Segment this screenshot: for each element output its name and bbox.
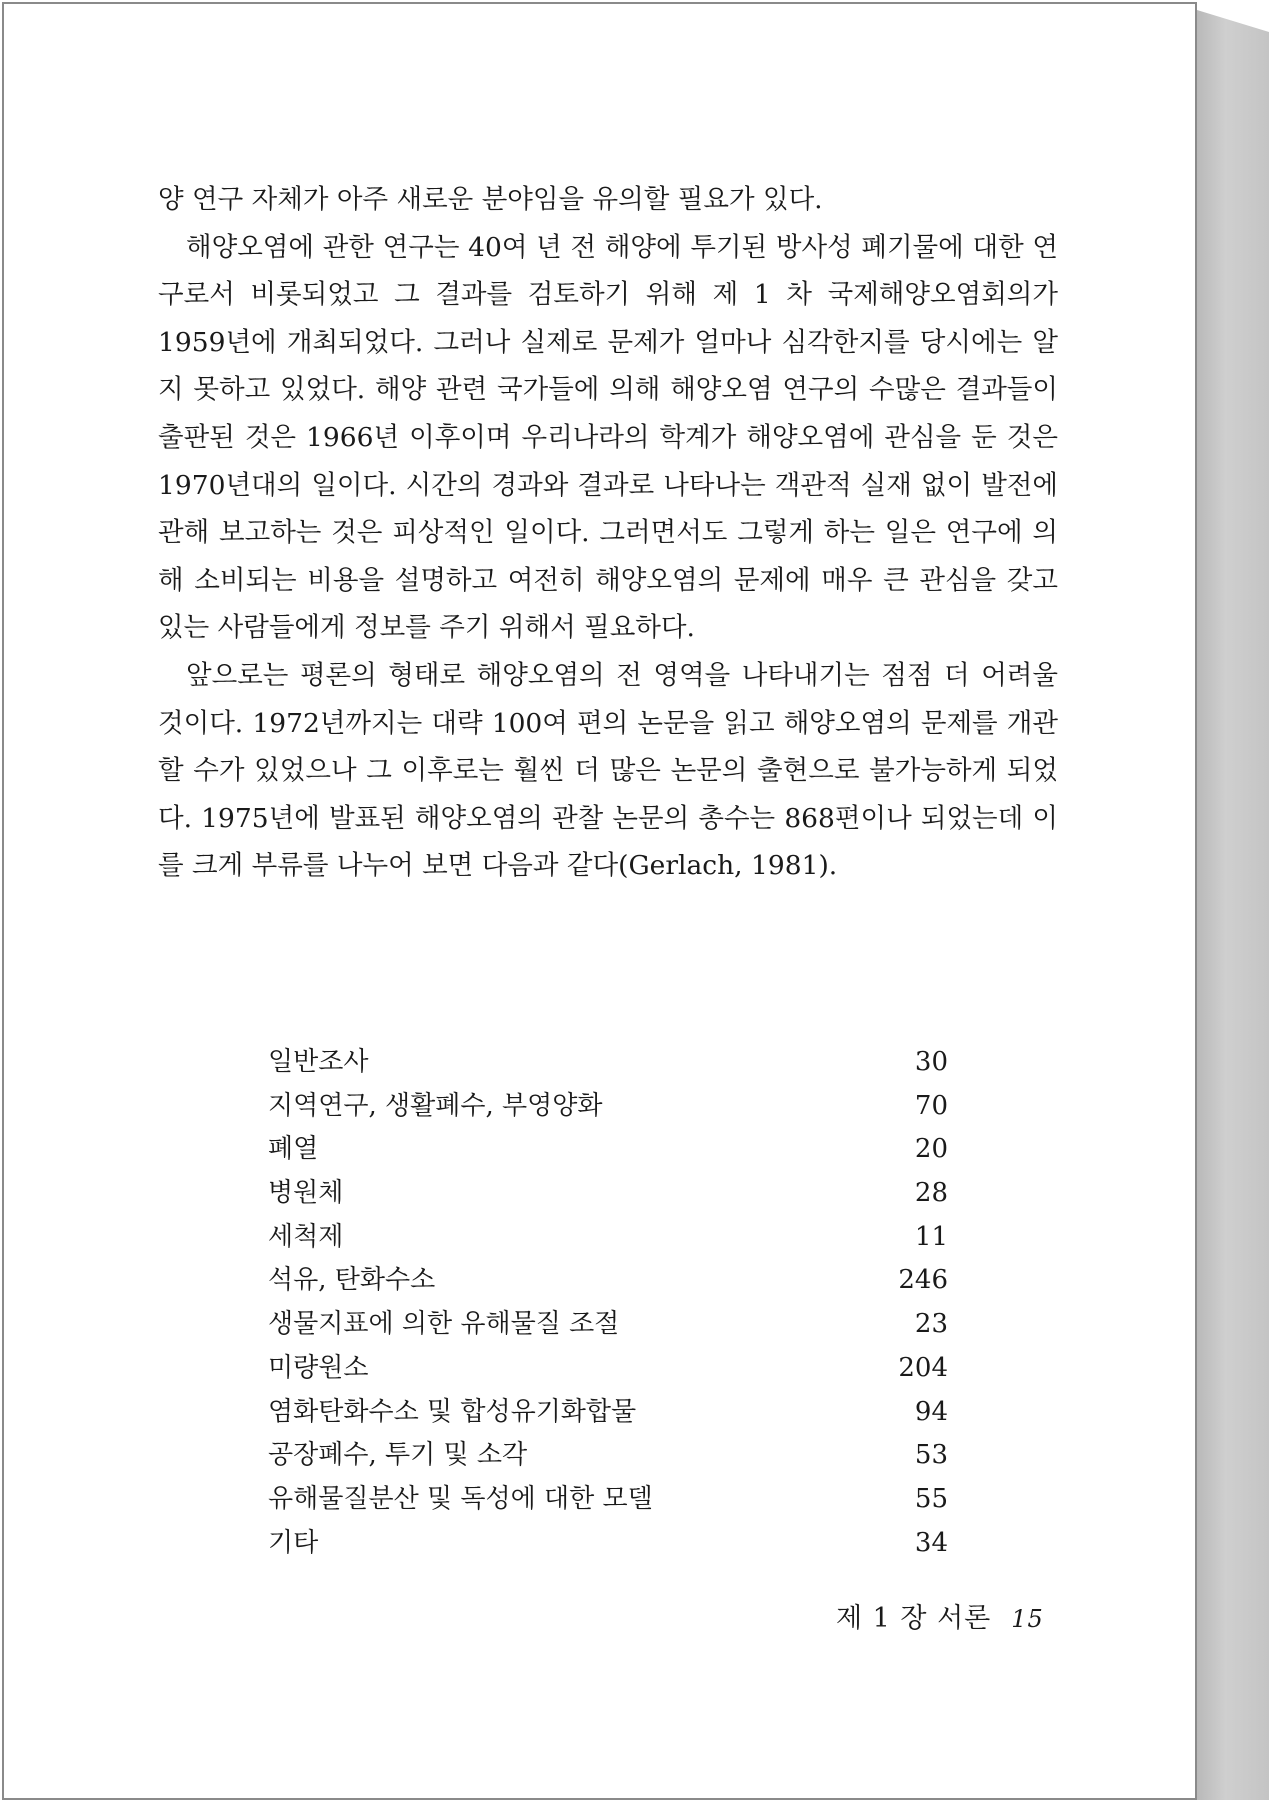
row-label: 석유, 탄화수소 <box>268 1265 436 1296</box>
page-footer <box>836 1596 1044 1635</box>
row-label: 유해물질분산 및 독성에 대한 모델 <box>268 1483 653 1514</box>
row-value: 30 <box>914 1047 948 1077</box>
paragraph-2: 해양오염에 관한 연구는 40여 년 전 해양에 투기된 방사성 폐기물에 대한 연구로서 비롯되었고 그 결과를 검토하기 위해 제 1 차 국제해양오염회의가 1959년에 개최되었다. 그러나 실제로 문제가 얼마나 심각한지를 당시에는 알지 못하고 있었다. 해양 관련 국가들에 의해 해양오염 연구의 수많은 결과들이 출판된 것은 1966년 이후이며 우리나라의 학계가 해양오염에 관심을 둔 것은 1970년대의 일이다. 시간의 경과와 결과로 나타나는 객관적 실재 없이 발전에 관해 보고하는 것은 피상적인 일이다. 그러면서도 그렇게 하는 일은 연구에 의해 소비되는 비용을 설명하고 여전히 해양오염의 문제에 매우 큰 관심을 갖고 있는 사람들에게 정보를 주기 위해서 필요하다. <box>158 231 1058 644</box>
row-value: 23 <box>914 1309 948 1340</box>
table-row <box>268 1041 948 1085</box>
body-text <box>158 176 1058 890</box>
row-value: 94 <box>914 1396 948 1427</box>
row-value: 55 <box>914 1483 948 1514</box>
row-value: 11 <box>914 1221 948 1252</box>
chapter-title: 제 1 장 서론 <box>836 1603 992 1634</box>
table-row <box>268 1216 948 1260</box>
row-label: 기타 <box>268 1527 319 1558</box>
book-page <box>2 2 1197 1800</box>
table-row <box>268 1434 948 1478</box>
table-row <box>268 1085 948 1129</box>
row-label: 지역연구, 생활폐수, 부영양화 <box>268 1090 603 1121</box>
row-label: 미량원소 <box>268 1352 369 1383</box>
row-value: 20 <box>914 1134 948 1165</box>
row-value: 246 <box>898 1265 948 1296</box>
row-label: 공장폐수, 투기 및 소각 <box>268 1440 528 1471</box>
table-row <box>268 1303 948 1347</box>
row-value: 204 <box>898 1352 948 1383</box>
row-label: 폐열 <box>268 1134 319 1165</box>
paragraph-3: 앞으로는 평론의 형태로 해양오염의 전 영역을 나타내기는 점점 더 어려울 것이다. 1972년까지는 대략 100여 편의 논문을 읽고 해양오염의 문제를 개관할 수가 있었으나 그 이후로는 훨씬 더 많은 논문의 출현으로 불가능하게 되었다. 1975년에 발표된 해양오염의 관찰 논문의 총수는 868편이나 되었는데 이를 크게 부류를 나누어 보면 다음과 같다(Gerlach, 1981). <box>158 659 1058 882</box>
table-row <box>268 1391 948 1435</box>
row-value: 53 <box>914 1440 948 1471</box>
table-row <box>268 1478 948 1522</box>
row-label: 병원체 <box>268 1178 344 1209</box>
row-value: 28 <box>914 1178 948 1209</box>
row-label: 일반조사 <box>268 1047 369 1077</box>
row-label: 세척제 <box>268 1221 344 1252</box>
pollution-category-table <box>268 1041 948 1565</box>
table-row <box>268 1172 948 1216</box>
page-edge-shadow <box>1197 10 1269 1800</box>
row-value: 70 <box>914 1090 948 1121</box>
table-row <box>268 1347 948 1391</box>
table-row <box>268 1128 948 1172</box>
page-number: 15 <box>1011 1605 1044 1633</box>
row-label: 생물지표에 의한 유해물질 조절 <box>268 1309 620 1340</box>
row-label: 염화탄화수소 및 합성유기화합물 <box>268 1396 637 1427</box>
paragraph-1: 양 연구 자체가 아주 새로운 분야임을 유의할 필요가 있다. <box>158 184 823 215</box>
table-row <box>268 1259 948 1303</box>
table-row <box>268 1522 948 1566</box>
row-value: 34 <box>914 1527 948 1558</box>
